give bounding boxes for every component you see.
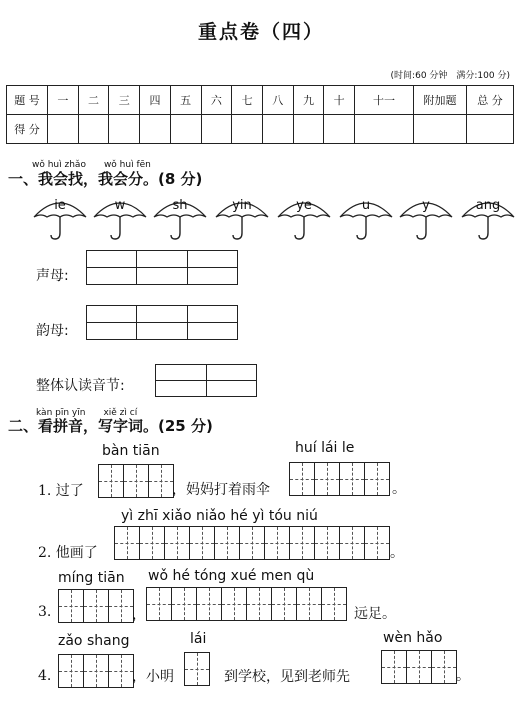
q3-pinyin-2: wǒ hé tóng xué men qù bbox=[148, 568, 315, 584]
section1-heading: 一、我会找，我会分。(8 分) bbox=[8, 170, 203, 188]
tian-cell[interactable] bbox=[340, 527, 365, 559]
score-cell[interactable] bbox=[48, 115, 79, 144]
answer-cell[interactable] bbox=[137, 251, 187, 284]
zhengti-label: 整体认读音节: bbox=[36, 378, 125, 394]
umbrella-icon bbox=[152, 195, 208, 241]
tian-cell[interactable] bbox=[315, 527, 340, 559]
tian-cell[interactable] bbox=[147, 588, 172, 620]
tian-cell[interactable] bbox=[365, 527, 389, 559]
tian-cell[interactable] bbox=[165, 527, 190, 559]
section1-pinyin: wǒ huì zhǎo wǒ huì fēn bbox=[32, 160, 151, 170]
q4-writing-grid-3[interactable] bbox=[381, 650, 457, 684]
q4-pinyin-3: wèn hǎo bbox=[383, 630, 443, 646]
q3-writing-grid-2[interactable] bbox=[146, 587, 347, 621]
tian-cell[interactable] bbox=[240, 527, 265, 559]
score-cell[interactable] bbox=[355, 115, 414, 144]
tian-cell[interactable] bbox=[272, 588, 297, 620]
score-header-cell: 十一 bbox=[355, 86, 414, 115]
umbrella-syllable: w bbox=[114, 198, 126, 213]
tian-cell[interactable] bbox=[322, 588, 346, 620]
umbrella-syllable: u bbox=[361, 198, 371, 213]
tian-cell[interactable] bbox=[109, 655, 133, 687]
section2-pinyin: kàn pīn yīn xiě zì cí bbox=[36, 408, 138, 418]
score-cell[interactable] bbox=[232, 115, 263, 144]
q3-end: 远足。 bbox=[354, 606, 396, 622]
score-header-cell: 十 bbox=[324, 86, 355, 115]
answer-cell[interactable] bbox=[87, 306, 137, 339]
q4-pinyin-1: zǎo shang bbox=[58, 633, 130, 649]
score-cell[interactable] bbox=[201, 115, 232, 144]
shengmu-answer-grid[interactable] bbox=[86, 250, 238, 285]
tian-cell[interactable] bbox=[407, 651, 432, 683]
q3-comma: ， bbox=[132, 607, 146, 623]
zhengti-answer-grid[interactable] bbox=[155, 364, 257, 397]
score-cell[interactable] bbox=[324, 115, 355, 144]
score-header-cell: 一 bbox=[48, 86, 79, 115]
tian-cell[interactable] bbox=[149, 465, 173, 497]
yunmu-answer-grid[interactable] bbox=[86, 305, 238, 340]
score-header-cell: 七 bbox=[232, 86, 263, 115]
umbrella-syllable: sh bbox=[172, 198, 188, 213]
tian-cell[interactable] bbox=[115, 527, 140, 559]
tian-cell[interactable] bbox=[340, 463, 365, 495]
score-header-cell: 题 号 bbox=[7, 86, 48, 115]
answer-cell[interactable] bbox=[188, 306, 237, 339]
tian-cell[interactable] bbox=[59, 590, 84, 622]
q1-writing-grid-2[interactable] bbox=[289, 462, 390, 496]
tian-cell[interactable] bbox=[315, 463, 340, 495]
umbrella-icon bbox=[92, 195, 148, 241]
tian-cell[interactable] bbox=[197, 588, 222, 620]
score-row-label: 得 分 bbox=[7, 115, 48, 144]
q1-pinyin-2: huí lái le bbox=[295, 440, 355, 456]
q4-writing-grid-1[interactable] bbox=[58, 654, 134, 688]
tian-cell[interactable] bbox=[59, 655, 84, 687]
score-header-cell: 五 bbox=[170, 86, 201, 115]
score-header-cell: 附加题 bbox=[414, 86, 467, 115]
q3-pinyin-1: míng tiān bbox=[58, 570, 125, 586]
tian-cell[interactable] bbox=[290, 463, 315, 495]
q4-number: 4. bbox=[38, 668, 52, 684]
score-header-cell: 三 bbox=[109, 86, 140, 115]
score-cell[interactable] bbox=[109, 115, 140, 144]
q4-writing-grid-2[interactable] bbox=[184, 652, 210, 686]
section2-heading: 二、看拼音，写字词。(25 分) bbox=[8, 417, 213, 435]
tian-cell[interactable] bbox=[247, 588, 272, 620]
q4-pinyin-2: lái bbox=[190, 631, 207, 647]
umbrella-syllable: y bbox=[422, 198, 430, 213]
q1-writing-grid-1[interactable] bbox=[98, 464, 174, 498]
tian-cell[interactable] bbox=[432, 651, 456, 683]
tian-cell[interactable] bbox=[290, 527, 315, 559]
tian-cell[interactable] bbox=[222, 588, 247, 620]
score-cell[interactable] bbox=[140, 115, 171, 144]
umbrella-icon bbox=[276, 195, 332, 241]
umbrella-icon bbox=[214, 195, 270, 241]
tian-cell[interactable] bbox=[99, 465, 124, 497]
umbrella-syllable: ye bbox=[296, 198, 312, 213]
score-cell[interactable] bbox=[170, 115, 201, 144]
q4-text-2: 到学校，见到老师先 bbox=[224, 669, 350, 685]
score-cell[interactable] bbox=[414, 115, 467, 144]
q2-end: 。 bbox=[390, 545, 404, 561]
answer-cell[interactable] bbox=[188, 251, 237, 284]
tian-cell[interactable] bbox=[109, 590, 133, 622]
umbrella-icon bbox=[32, 195, 88, 241]
answer-cell[interactable] bbox=[207, 365, 257, 396]
q2-number: 2. 他画了 bbox=[38, 545, 98, 561]
exam-meta: (时间:60 分钟 满分:100 分) bbox=[390, 71, 510, 81]
score-header-cell: 九 bbox=[293, 86, 324, 115]
page-title: 重点卷（四） bbox=[197, 21, 324, 43]
score-table-header-row bbox=[7, 86, 514, 115]
tian-cell[interactable] bbox=[382, 651, 407, 683]
umbrella-icon bbox=[338, 195, 394, 241]
q2-writing-grid[interactable] bbox=[114, 526, 390, 560]
score-cell[interactable] bbox=[467, 115, 514, 144]
score-cell[interactable] bbox=[262, 115, 293, 144]
score-header-cell: 总 分 bbox=[467, 86, 514, 115]
score-header-cell: 二 bbox=[78, 86, 109, 115]
tian-cell[interactable] bbox=[124, 465, 149, 497]
answer-cell[interactable] bbox=[87, 251, 137, 284]
answer-cell[interactable] bbox=[156, 365, 207, 396]
q1-number: 1. 过了 bbox=[38, 483, 84, 499]
q3-writing-grid-1[interactable] bbox=[58, 589, 134, 623]
q3-number: 3. bbox=[38, 604, 52, 620]
umbrella-icon bbox=[398, 195, 454, 241]
tian-cell[interactable] bbox=[84, 655, 109, 687]
tian-cell[interactable] bbox=[185, 653, 209, 685]
tian-cell[interactable] bbox=[297, 588, 322, 620]
umbrella-icon bbox=[460, 195, 516, 241]
umbrella-syllable: yin bbox=[232, 198, 252, 213]
tian-cell[interactable] bbox=[215, 527, 240, 559]
q1-text: ，妈妈打着雨伞 bbox=[172, 482, 270, 498]
tian-cell[interactable] bbox=[84, 590, 109, 622]
yunmu-label: 韵母: bbox=[36, 323, 69, 339]
umbrella-syllable: ie bbox=[54, 198, 66, 213]
score-table-score-row bbox=[7, 115, 514, 144]
q4-end: 。 bbox=[456, 668, 470, 684]
shengmu-label: 声母: bbox=[36, 268, 69, 284]
tian-cell[interactable] bbox=[140, 527, 165, 559]
tian-cell[interactable] bbox=[190, 527, 215, 559]
answer-cell[interactable] bbox=[137, 306, 187, 339]
q1-end: 。 bbox=[392, 481, 406, 497]
umbrella-syllable: ang bbox=[475, 198, 501, 213]
score-cell[interactable] bbox=[78, 115, 109, 144]
score-header-cell: 六 bbox=[201, 86, 232, 115]
tian-cell[interactable] bbox=[365, 463, 389, 495]
q4-text: ，小明 bbox=[132, 669, 174, 685]
q2-pinyin: yì zhī xiǎo niǎo hé yì tóu niú bbox=[121, 508, 318, 524]
score-cell[interactable] bbox=[293, 115, 324, 144]
q1-pinyin-1: bàn tiān bbox=[102, 443, 160, 459]
score-table bbox=[6, 85, 514, 144]
tian-cell[interactable] bbox=[265, 527, 290, 559]
score-header-cell: 八 bbox=[262, 86, 293, 115]
score-header-cell: 四 bbox=[140, 86, 171, 115]
tian-cell[interactable] bbox=[172, 588, 197, 620]
